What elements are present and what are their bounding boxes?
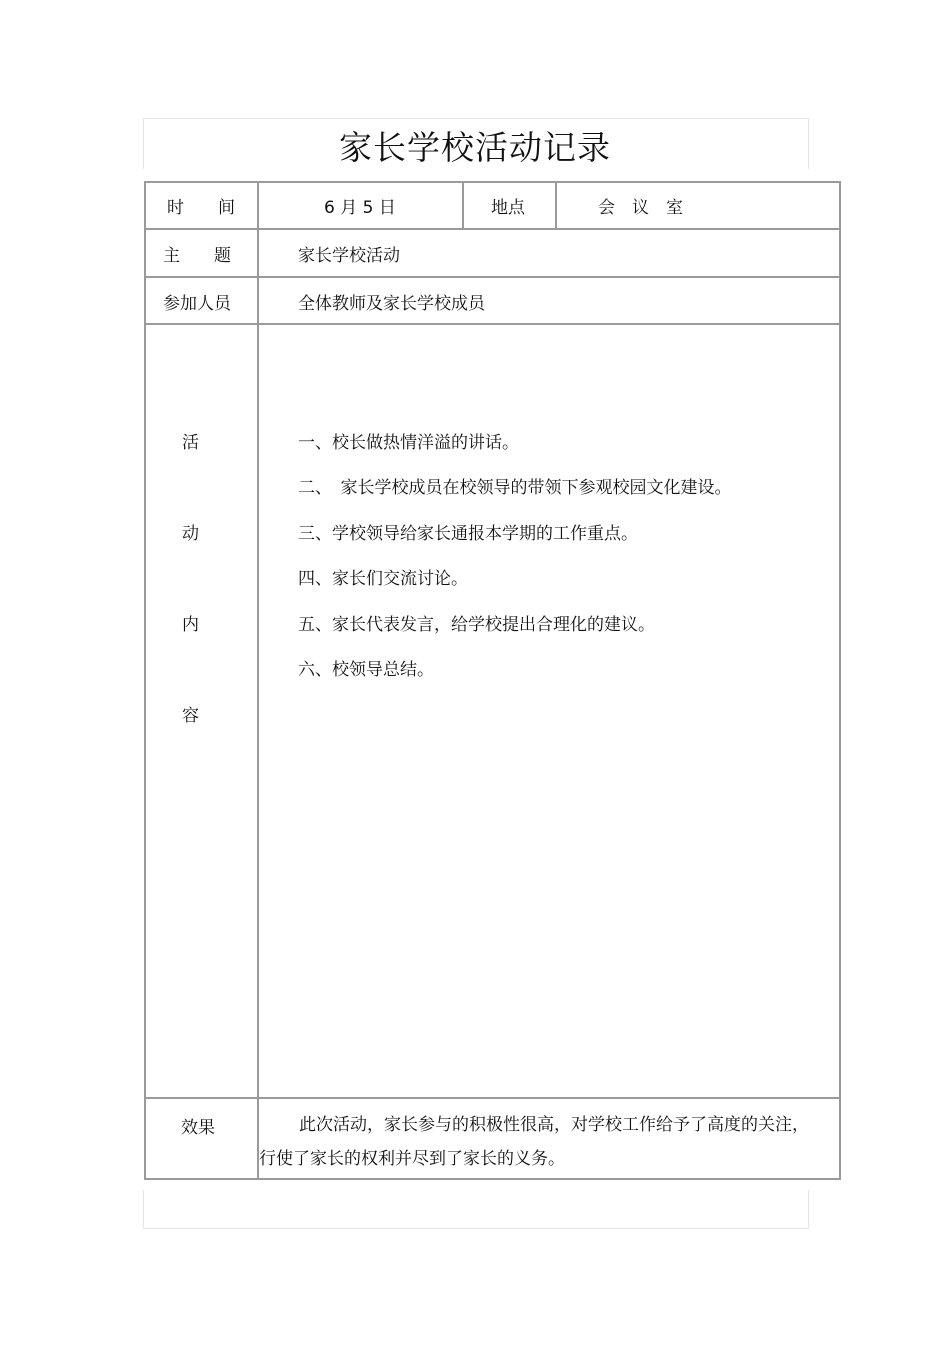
place-label: 地点 [491, 198, 525, 218]
topic-value: 家长学校活动 [298, 246, 400, 266]
content-label-char: 容 [182, 706, 199, 726]
participants-label: 参加人员 [163, 294, 231, 314]
content-item: 一、校长做热情洋溢的讲话。 [298, 433, 519, 453]
row-divider [144, 228, 841, 230]
row-divider [144, 276, 841, 278]
place-value: 会 议 室 [598, 198, 683, 218]
document-title: 家长学校活动记录 [339, 128, 611, 167]
row-divider [144, 323, 841, 325]
content-label-char: 动 [182, 524, 199, 544]
content-item: 二、 家长学校成员在校领导的带领下参观校园文化建设。 [298, 478, 732, 498]
row-divider [144, 1097, 841, 1099]
date-value: 6 月 5 日 [324, 198, 396, 218]
column-divider [555, 181, 557, 229]
content-label-char: 活 [182, 433, 199, 453]
content-item: 六、校领导总结。 [298, 660, 434, 680]
page-frame-bottom [143, 1190, 809, 1229]
column-divider [462, 181, 464, 229]
content-item: 四、家长们交流讨论。 [298, 569, 468, 589]
effect-label: 效果 [181, 1118, 215, 1138]
content-item: 三、学校领导给家长通报本学期的工作重点。 [298, 524, 638, 544]
topic-label: 主 题 [163, 246, 231, 266]
participants-value: 全体教师及家长学校成员 [298, 294, 485, 314]
time-label: 时 间 [167, 198, 235, 218]
column-divider [257, 181, 259, 1180]
effect-text: 此次活动，家长参与的积极性很高，对学校工作给予了高度的关注，行使了家长的权利并尽到了家长的义务。 [259, 1115, 809, 1169]
content-item: 五、家长代表发言，给学校提出合理化的建议。 [298, 615, 655, 635]
content-label-char: 内 [182, 615, 199, 635]
record-table [144, 181, 841, 1180]
